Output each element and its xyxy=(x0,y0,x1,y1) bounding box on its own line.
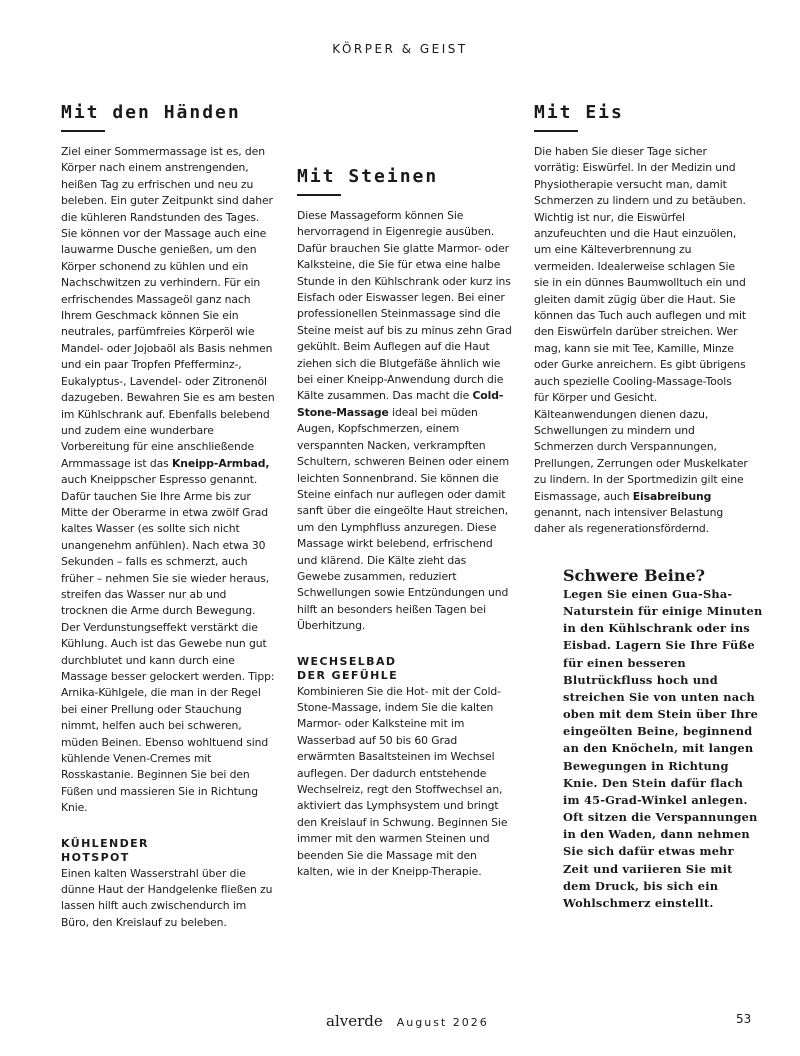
paragraph-hands: Ziel einer Sommermassage ist es, den Körper nach einem anstrengenden, heißen Tag zu erfrischen und neu zu beleben. Ein guter Zeitpunkt sind daher die kühleren Randstunden des Tages. Sie können vor der Massage auch eine lauwarme Dusche genießen, um den Körper schonend zu kühlen und ein Nachschwitzen zu verhindern. Für ein erfrischendes Massageöl ganz nach Ihrem Geschmack können Sie ein neutrales, parfümfreies Körperöl wie Mandel- oder Jojobaöl als Basis nehmen und ein paar Tropfen Pfefferminz-, Eukalyptus-, Lavendel- oder Zitronenöl dazugeben. Bewahren Sie es am besten im Kühlschrank auf. Ebenfalls belebend und zudem eine wunderbare Vorbereitung für eine anschließende Armmassage ist das Kneipp-Armbad, auch Kneippscher Espresso genannt. Dafür tauchen Sie Ihre Arme bis zur Mitte der Oberarme in etwa zwölf Grad kaltes Wasser (es sollte sich nicht unangenehm anfühlen). Nach etwa 30 Sekunden – falls es schmerzt, auch früher – nehmen Sie sie wieder heraus, streifen das Wasser nur ab und trocknen die Arme durch Bewegung. Der Verdunstungseffekt verstärkt die Kühlung. Auch ist das Gewebe nun gut durchblutet und kann durch eine Massage besser gelockert werden. Tipp: Arnika-Kühlgele, die man in der Regel bei einer Prellung oder Stauchung nimmt, helfen auch bei schweren, müden Beinen. Ebenso wohltuend sind kühlende Venen-Cremes mit Rosskastanie. Beginnen Sie bei den Füßen und massieren Sie in Richtung Knie. xyxy=(61,145,275,815)
heading-ice: Mit Eis xyxy=(534,102,624,123)
heading-hands: Mit den Händen xyxy=(61,102,241,123)
bold-cold-stone: Cold-Stone-Massage xyxy=(297,389,504,419)
subhead-wechselbad: WECHSELBAD DER GEFÜHLE xyxy=(297,654,399,682)
tip-box-title: Schwere Beine? xyxy=(563,566,706,585)
column-ice xyxy=(534,102,749,538)
paragraph-wechselbad: Kombinieren Sie die Hot- mit der Cold-Stone-Massage, indem Sie die kalten Marmor- oder Kalksteine mit im Wasserbad auf 50 bis 60 Grad erwärmten Basaltsteinen im Wechsel auflegen. Der dadurch entstehende Wechselreiz, regt den Stoffwechsel an, aktiviert das Lymphsystem und bringt den Kreislauf in Schwung. Beginnen Sie immer mit den warmen Steinen und beenden Sie die Massage mit den kalten, wie in der Kneipp-Therapie. xyxy=(297,684,508,879)
bold-kneipp-armbad: Kneipp-Armbad, xyxy=(172,456,270,470)
heading-stones: Mit Steinen xyxy=(297,166,439,187)
paragraph-ice: Die haben Sie dieser Tage sicher vorrätig: Eiswürfel. In der Medizin und Physiotherapie versucht man, damit Schmerzen zu lindern und zu betäuben. Wichtig ist nur, die Eiswürfel anzufeuchten und die Haut einzuölen, um eine Kälteverbrennung zu vermeiden. Idealerweise schlagen Sie sie in ein dünnes Baumwolltuch ein und gleiten damit zügig über die Haut. Sie können das Tuch auch auflegen und mit den Eiswürfeln darüber streichen. Wer mag, kann sie mit Tee, Kamille, Minze oder Gurke anreichern. Es gibt übrigens auch spezielle Cooling-Massage-Tools für Körper und Gesicht. Kälteanwendungen dienen dazu, Schwellungen zu mindern und Schmerzen durch Verspannungen, Prellungen, Zerrungen oder Muskelkater zu lindern. In der Sportmedizin gilt eine Eismassage, auch Eisabreibung genannt, nach intensiver Belastung daher als regenerationsfördernd. xyxy=(534,145,748,536)
subhead-hotspot: KÜHLENDER HOTSPOT xyxy=(61,836,149,864)
paragraph-stones: Diese Massageform können Sie hervorragend in Eigenregie ausüben. Dafür brauchen Sie glatte Marmor- oder Kalksteine, die Sie für etwa eine halbe Stunde in den Kühlschrank oder kurz ins Eisfach oder Eiswasser legen. Bei einer professionellen Steinmassage sind die Steine meist auf bis zu minus zehn Grad gekühlt. Beim Auflegen auf die Haut ziehen sich die Blutgefäße ähnlich wie bei einer Kneipp-Anwendung durch die Kälte zusammen. Das macht die Cold-Stone-Massage ideal bei müden Augen, Kopfschmerzen, einem verspannten Nacken, verkrampften Schultern, schweren Beinen oder einem leichten Sonnenbrand. Sie können die Steine einfach nur auflegen oder damit sanft über die eingeölte Haut streichen, um den Lymphfluss anzuregen. Diese Massage wirkt belebend, erfrischend und klärend. Die Kälte zieht das Gewebe zusammen, reduziert Schwellungen sowie Entzündungen und hilft an besonders heißen Tagen bei Überhitzung. xyxy=(297,209,512,633)
tip-box xyxy=(563,566,763,912)
page-number: 53 xyxy=(736,1012,752,1026)
heading-rule xyxy=(534,130,578,132)
column-stones xyxy=(297,166,512,880)
brand-logo: alverde xyxy=(326,1012,383,1030)
issue-date: August 2026 xyxy=(396,1016,489,1029)
paragraph-hotspot: Einen kalten Wasserstrahl über die dünne Haut der Handgelenke fließen zu lassen hilft auch zwischendurch im Büro, den Kreislauf zu beleben. xyxy=(61,866,273,929)
footer xyxy=(326,1012,489,1030)
tip-box-text: Legen Sie einen Gua-Sha-Naturstein für einige Minuten in den Kühlschrank oder ins Eisbad. Lagern Sie Ihre Füße für einen besseren Blutrückfluss hoch und streichen Sie von unten nach oben mit dem Stein über Ihre eingeölten Beine, beginnend an den Knöcheln, mit langen Bewegungen in Richtung Knie. Den Stein dafür flach im 45-Grad-Winkel anlegen. Oft sitzen die Verspannungen in den Waden, dann nehmen Sie sich dafür etwas mehr Zeit und variieren Sie mit dem Druck, bis sich ein Wohlschmerz einstellt. xyxy=(563,587,763,910)
column-hands xyxy=(61,102,276,931)
heading-rule xyxy=(297,194,341,196)
section-label: KÖRPER & GEIST xyxy=(332,42,468,56)
bold-eisabreibung: Eisabreibung xyxy=(632,489,712,503)
heading-rule xyxy=(61,130,105,132)
